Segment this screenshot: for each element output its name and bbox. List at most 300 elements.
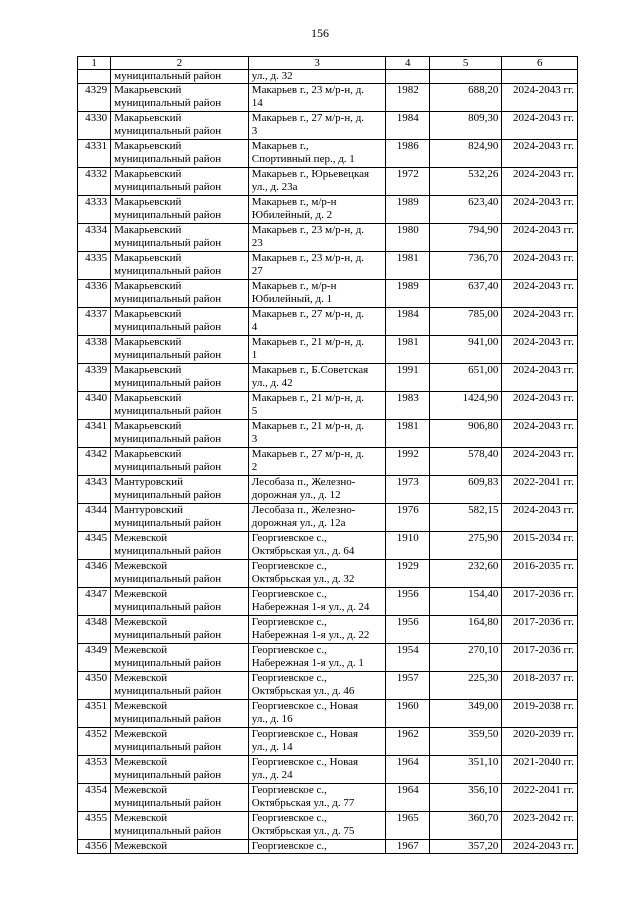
row-number: 4351 <box>78 700 111 728</box>
year-cell: 1989 <box>386 196 429 224</box>
district-cell-line-2: муниципальный район <box>114 657 222 669</box>
year-cell: 1976 <box>386 504 429 532</box>
address-cell <box>248 784 386 812</box>
year-cell: 1960 <box>386 700 429 728</box>
district-cell <box>111 252 249 280</box>
area-cell: 623,40 <box>429 196 501 224</box>
address-cell-line-2: дорожная ул., д. 12 <box>251 489 341 501</box>
table-row <box>78 392 578 420</box>
table-row <box>78 476 578 504</box>
table-row <box>78 784 578 812</box>
area-cell: 906,80 <box>429 420 501 448</box>
table-row <box>78 224 578 252</box>
period-cell: 2024-2043 гг. <box>502 252 578 280</box>
district-cell <box>111 476 249 504</box>
column-header-2: 2 <box>111 57 249 70</box>
row-number: 4355 <box>78 812 111 840</box>
period-cell: 2015-2034 гг. <box>502 532 578 560</box>
address-cell <box>248 168 386 196</box>
row-number: 4352 <box>78 728 111 756</box>
row-number: 4343 <box>78 476 111 504</box>
area-cell: 609,83 <box>429 476 501 504</box>
district-cell-line-1: Межевской <box>114 644 168 656</box>
area-cell <box>429 70 501 84</box>
column-header-6: 6 <box>502 57 578 70</box>
district-cell <box>111 364 249 392</box>
address-cell-line-1: Макарьев г., 21 м/р-н, д. <box>251 392 365 404</box>
address-cell <box>248 448 386 476</box>
period-cell: 2024-2043 гг. <box>502 168 578 196</box>
address-cell: Георгиевское с., <box>248 840 386 854</box>
period-cell: 2024-2043 гг. <box>502 840 578 854</box>
row-number <box>78 70 111 84</box>
address-cell-line-2: ул., д. 42 <box>251 377 293 389</box>
address-cell <box>248 112 386 140</box>
address-cell <box>248 532 386 560</box>
year-cell: 1984 <box>386 112 429 140</box>
address-cell-line-1: Георгиевское с., Новая <box>251 700 359 712</box>
housing-register-table <box>77 56 578 854</box>
address-cell-line-2: 23 <box>251 237 263 249</box>
address-cell <box>248 364 386 392</box>
district-cell <box>111 812 249 840</box>
year-cell: 1982 <box>386 84 429 112</box>
table-row <box>78 700 578 728</box>
area-cell: 736,70 <box>429 252 501 280</box>
district-cell <box>111 616 249 644</box>
year-cell: 1981 <box>386 336 429 364</box>
address-cell <box>248 504 386 532</box>
district-cell-line-1: Межевской <box>114 588 168 600</box>
address-cell <box>248 588 386 616</box>
district-cell <box>111 84 249 112</box>
address-cell <box>248 224 386 252</box>
address-cell-line-1: Макарьев г., Юрьевецкая <box>251 168 370 180</box>
address-cell <box>248 252 386 280</box>
area-cell: 232,60 <box>429 560 501 588</box>
district-cell-line-2: муниципальный район <box>114 321 222 333</box>
district-cell-line-1: Макарьевский <box>114 84 182 96</box>
period-cell: 2024-2043 гг. <box>502 336 578 364</box>
address-cell <box>248 392 386 420</box>
district-cell <box>111 224 249 252</box>
district-cell <box>111 140 249 168</box>
address-cell-line-1: Макарьев г., 23 м/р-н, д. <box>251 252 365 264</box>
table-row <box>78 196 578 224</box>
address-cell-line-2: Октябрьская ул., д. 64 <box>251 545 355 557</box>
area-cell: 824,90 <box>429 140 501 168</box>
year-cell: 1973 <box>386 476 429 504</box>
column-header-5: 5 <box>429 57 501 70</box>
district-cell-line-1: Макарьевский <box>114 168 182 180</box>
address-cell: ул., д. 32 <box>248 70 386 84</box>
district-cell <box>111 504 249 532</box>
year-cell: 1910 <box>386 532 429 560</box>
district-cell <box>111 112 249 140</box>
district-cell-line-2: муниципальный район <box>114 433 222 445</box>
row-number: 4331 <box>78 140 111 168</box>
address-cell-line-1: Георгиевское с., Новая <box>251 756 359 768</box>
address-cell-line-1: Георгиевское с., <box>251 532 327 544</box>
address-cell-line-1: Макарьев г., 23 м/р-н, д. <box>251 224 365 236</box>
district-cell-line-1: Межевской <box>114 616 168 628</box>
period-cell: 2024-2043 гг. <box>502 224 578 252</box>
area-cell: 637,40 <box>429 280 501 308</box>
district-cell-line-2: муниципальный район <box>114 209 222 221</box>
year-cell: 1956 <box>386 616 429 644</box>
address-cell-line-2: Набережная 1-я ул., д. 24 <box>251 601 370 613</box>
address-cell <box>248 84 386 112</box>
district-cell <box>111 756 249 784</box>
period-cell: 2024-2043 гг. <box>502 308 578 336</box>
period-cell: 2024-2043 гг. <box>502 504 578 532</box>
district-cell-line-1: Межевской <box>114 784 168 796</box>
year-cell: 1981 <box>386 252 429 280</box>
year-cell: 1980 <box>386 224 429 252</box>
period-cell: 2024-2043 гг. <box>502 448 578 476</box>
district-cell-line-2: муниципальный район <box>114 573 222 585</box>
district-cell-line-2: муниципальный район <box>114 181 222 193</box>
district-cell-line-2: муниципальный район <box>114 293 222 305</box>
address-cell <box>248 756 386 784</box>
period-cell: 2024-2043 гг. <box>502 364 578 392</box>
table-row <box>78 616 578 644</box>
row-number: 4353 <box>78 756 111 784</box>
address-cell-line-1: Макарьев г., 27 м/р-н, д. <box>251 112 365 124</box>
year-cell: 1992 <box>386 448 429 476</box>
address-cell-line-2: 1 <box>251 349 258 361</box>
area-cell: 357,20 <box>429 840 501 854</box>
district-cell-line-1: Мантуровский <box>114 476 183 488</box>
district-cell-line-2: муниципальный район <box>114 825 222 837</box>
area-cell: 688,20 <box>429 84 501 112</box>
district-cell-line-1: Межевской <box>114 560 168 572</box>
address-cell-line-2: Набережная 1-я ул., д. 22 <box>251 629 370 641</box>
row-number: 4333 <box>78 196 111 224</box>
year-cell: 1965 <box>386 812 429 840</box>
row-number: 4330 <box>78 112 111 140</box>
table-row <box>78 532 578 560</box>
year-cell: 1986 <box>386 140 429 168</box>
district-cell-line-1: Макарьевский <box>114 308 182 320</box>
address-cell-line-2: ул., д. 23а <box>251 181 298 193</box>
address-cell <box>248 812 386 840</box>
district-cell <box>111 700 249 728</box>
district-cell <box>111 784 249 812</box>
area-cell: 225,30 <box>429 672 501 700</box>
period-cell: 2018-2037 гг. <box>502 672 578 700</box>
row-number: 4339 <box>78 364 111 392</box>
area-cell: 794,90 <box>429 224 501 252</box>
address-cell <box>248 700 386 728</box>
table-row <box>78 140 578 168</box>
table-row <box>78 756 578 784</box>
table-row <box>78 560 578 588</box>
address-cell-line-1: Лесобаза п., Железно- <box>251 504 356 516</box>
district-cell-line-2: муниципальный район <box>114 153 222 165</box>
table-row <box>78 308 578 336</box>
row-number: 4344 <box>78 504 111 532</box>
period-cell: 2024-2043 гг. <box>502 392 578 420</box>
district-cell-line-2: муниципальный район <box>114 545 222 557</box>
row-number: 4337 <box>78 308 111 336</box>
district-cell-line-2: муниципальный район <box>114 601 222 613</box>
table-row <box>78 728 578 756</box>
row-number: 4350 <box>78 672 111 700</box>
address-cell <box>248 672 386 700</box>
table-row <box>78 644 578 672</box>
table-row <box>78 168 578 196</box>
district-cell-line-2: муниципальный район <box>114 237 222 249</box>
address-cell-line-2: 5 <box>251 405 258 417</box>
district-cell-line-2: муниципальный район <box>114 461 222 473</box>
area-cell: 651,00 <box>429 364 501 392</box>
period-cell: 2023-2042 гг. <box>502 812 578 840</box>
district-cell-line-2: муниципальный район <box>114 489 222 501</box>
period-cell: 2019-2038 гг. <box>502 700 578 728</box>
row-number: 4329 <box>78 84 111 112</box>
period-cell: 2016-2035 гг. <box>502 560 578 588</box>
row-number: 4334 <box>78 224 111 252</box>
column-header-1: 1 <box>78 57 111 70</box>
address-cell-line-2: Октябрьская ул., д. 75 <box>251 825 355 837</box>
year-cell: 1991 <box>386 364 429 392</box>
district-cell-line-2: муниципальный район <box>114 629 222 641</box>
address-cell-line-2: 27 <box>251 265 263 277</box>
period-cell: 2024-2043 гг. <box>502 112 578 140</box>
address-cell-line-2: 4 <box>251 321 258 333</box>
table-row <box>78 812 578 840</box>
row-number: 4348 <box>78 616 111 644</box>
address-cell-line-2: Набережная 1-я ул., д. 1 <box>251 657 364 669</box>
address-cell <box>248 616 386 644</box>
row-number: 4335 <box>78 252 111 280</box>
year-cell: 1964 <box>386 784 429 812</box>
column-header-4: 4 <box>386 57 429 70</box>
district-cell-line-2: муниципальный район <box>114 741 222 753</box>
row-number: 4342 <box>78 448 111 476</box>
district-cell-line-1: Макарьевский <box>114 336 182 348</box>
district-cell-line-2: муниципальный район <box>114 797 222 809</box>
address-cell <box>248 476 386 504</box>
address-cell-line-2: Октябрьская ул., д. 77 <box>251 797 355 809</box>
district-cell-line-2: муниципальный район <box>114 517 222 529</box>
period-cell <box>502 70 578 84</box>
table-row <box>78 672 578 700</box>
district-cell <box>111 644 249 672</box>
address-cell-line-2: 14 <box>251 97 263 109</box>
table-row <box>78 364 578 392</box>
district-cell-line-1: Макарьевский <box>114 364 182 376</box>
district-cell-line-1: Макарьевский <box>114 196 182 208</box>
address-cell-line-2: Октябрьская ул., д. 46 <box>251 685 355 697</box>
address-cell-line-1: Макарьев г., 27 м/р-н, д. <box>251 448 365 460</box>
address-cell-line-2: ул., д. 16 <box>251 713 293 725</box>
address-cell-line-2: дорожная ул., д. 12а <box>251 517 346 529</box>
row-number: 4347 <box>78 588 111 616</box>
row-number: 4332 <box>78 168 111 196</box>
address-cell-line-2: ул., д. 14 <box>251 741 293 753</box>
address-cell-line-1: Макарьев г., 27 м/р-н, д. <box>251 308 365 320</box>
column-header-3: 3 <box>248 57 386 70</box>
year-cell: 1989 <box>386 280 429 308</box>
district-cell-line-1: Макарьевский <box>114 112 182 124</box>
period-cell: 2024-2043 гг. <box>502 84 578 112</box>
period-cell: 2020-2039 гг. <box>502 728 578 756</box>
district-cell-line-2: муниципальный район <box>114 377 222 389</box>
period-cell: 2024-2043 гг. <box>502 140 578 168</box>
address-cell-line-1: Георгиевское с., <box>251 784 327 796</box>
district-cell: Межевской <box>111 840 249 854</box>
area-cell: 360,70 <box>429 812 501 840</box>
district-cell <box>111 728 249 756</box>
district-cell-line-1: Макарьевский <box>114 140 182 152</box>
district-cell-line-1: Межевской <box>114 672 168 684</box>
address-cell <box>248 140 386 168</box>
address-cell-line-1: Макарьев г., 21 м/р-н, д. <box>251 420 365 432</box>
address-cell-line-1: Макарьев г., м/р-н <box>251 196 337 208</box>
area-cell: 582,15 <box>429 504 501 532</box>
district-cell-line-1: Макарьевский <box>114 280 182 292</box>
address-cell-line-1: Георгиевское с., <box>251 644 327 656</box>
district-cell-line-1: Макарьевский <box>114 392 182 404</box>
address-cell-line-2: Юбилейный, д. 1 <box>251 293 333 305</box>
address-cell <box>248 644 386 672</box>
row-number: 4336 <box>78 280 111 308</box>
address-cell <box>248 336 386 364</box>
district-cell <box>111 308 249 336</box>
district-cell <box>111 448 249 476</box>
district-cell <box>111 560 249 588</box>
district-cell-line-2: муниципальный район <box>114 349 222 361</box>
address-cell-line-1: Георгиевское с., <box>251 616 327 628</box>
address-cell-line-2: ул., д. 24 <box>251 769 293 781</box>
table-row <box>78 840 578 854</box>
area-cell: 809,30 <box>429 112 501 140</box>
address-cell-line-1: Макарьев г., 23 м/р-н, д. <box>251 84 365 96</box>
area-cell: 154,40 <box>429 588 501 616</box>
area-cell: 275,90 <box>429 532 501 560</box>
district-cell-line-1: Макарьевский <box>114 252 182 264</box>
district-cell-line-2: муниципальный район <box>114 125 222 137</box>
district-cell <box>111 420 249 448</box>
address-cell-line-1: Макарьев г., <box>251 140 309 152</box>
address-cell-line-1: Георгиевское с., <box>251 672 327 684</box>
year-cell: 1957 <box>386 672 429 700</box>
address-cell-line-2: Юбилейный, д. 2 <box>251 209 333 221</box>
area-cell: 941,00 <box>429 336 501 364</box>
district-cell-line-1: Макарьевский <box>114 224 182 236</box>
row-number: 4349 <box>78 644 111 672</box>
table-row <box>78 84 578 112</box>
table-row <box>78 252 578 280</box>
district-cell-line-2: муниципальный район <box>114 97 222 109</box>
row-number: 4338 <box>78 336 111 364</box>
year-cell: 1929 <box>386 560 429 588</box>
address-cell-line-1: Георгиевское с., Новая <box>251 728 359 740</box>
address-cell <box>248 280 386 308</box>
district-cell <box>111 280 249 308</box>
district-cell <box>111 532 249 560</box>
district-cell <box>111 588 249 616</box>
district-cell-line-1: Макарьевский <box>114 448 182 460</box>
table-row <box>78 588 578 616</box>
district-cell-line-2: муниципальный район <box>114 769 222 781</box>
address-cell-line-1: Георгиевское с., <box>251 812 327 824</box>
district-cell <box>111 196 249 224</box>
column-number-header-row <box>78 57 578 70</box>
area-cell: 359,50 <box>429 728 501 756</box>
year-cell: 1954 <box>386 644 429 672</box>
district-cell <box>111 672 249 700</box>
district-cell-line-1: Межевской <box>114 728 168 740</box>
district-cell-line-2: муниципальный район <box>114 713 222 725</box>
address-cell-line-1: Лесобаза п., Железно- <box>251 476 356 488</box>
table-row <box>78 280 578 308</box>
row-number: 4346 <box>78 560 111 588</box>
address-cell-line-1: Георгиевское с., <box>251 560 327 572</box>
address-cell-line-2: Спортивный пер., д. 1 <box>251 153 355 165</box>
district-cell-line-1: Межевской <box>114 812 168 824</box>
row-number: 4340 <box>78 392 111 420</box>
address-cell-line-2: 3 <box>251 433 258 445</box>
row-number: 4354 <box>78 784 111 812</box>
district-cell-line-2: муниципальный район <box>114 685 222 697</box>
address-cell-line-1: Макарьев г., м/р-н <box>251 280 337 292</box>
district-cell-line-1: Межевской <box>114 756 168 768</box>
year-cell: 1956 <box>386 588 429 616</box>
table-row <box>78 504 578 532</box>
address-cell <box>248 728 386 756</box>
area-cell: 1424,90 <box>429 392 501 420</box>
area-cell: 349,00 <box>429 700 501 728</box>
year-cell: 1964 <box>386 756 429 784</box>
district-cell-line-1: Макарьевский <box>114 420 182 432</box>
year-cell: 1983 <box>386 392 429 420</box>
address-cell <box>248 196 386 224</box>
district-cell-line-2: муниципальный район <box>114 265 222 277</box>
period-cell: 2017-2036 гг. <box>502 616 578 644</box>
address-cell-line-2: 2 <box>251 461 258 473</box>
period-cell: 2024-2043 гг. <box>502 196 578 224</box>
period-cell: 2022-2041 гг. <box>502 476 578 504</box>
page-number: 156 <box>311 26 329 40</box>
table-row <box>78 336 578 364</box>
year-cell: 1981 <box>386 420 429 448</box>
table-row <box>78 448 578 476</box>
address-cell-line-1: Георгиевское с., <box>251 588 327 600</box>
period-cell: 2017-2036 гг. <box>502 644 578 672</box>
year-cell: 1984 <box>386 308 429 336</box>
period-cell: 2024-2043 гг. <box>502 420 578 448</box>
district-cell: муниципальный район <box>111 70 249 84</box>
district-cell-line-1: Межевской <box>114 532 168 544</box>
area-cell: 356,10 <box>429 784 501 812</box>
area-cell: 164,80 <box>429 616 501 644</box>
area-cell: 578,40 <box>429 448 501 476</box>
area-cell: 351,10 <box>429 756 501 784</box>
row-number: 4345 <box>78 532 111 560</box>
year-cell: 1972 <box>386 168 429 196</box>
row-number: 4341 <box>78 420 111 448</box>
district-cell-line-1: Межевской <box>114 700 168 712</box>
period-cell: 2021-2040 гг. <box>502 756 578 784</box>
area-cell: 785,00 <box>429 308 501 336</box>
district-cell-line-2: муниципальный район <box>114 405 222 417</box>
address-cell-line-1: Макарьев г., Б.Советская <box>251 364 369 376</box>
period-cell: 2022-2041 гг. <box>502 784 578 812</box>
year-cell: 1962 <box>386 728 429 756</box>
